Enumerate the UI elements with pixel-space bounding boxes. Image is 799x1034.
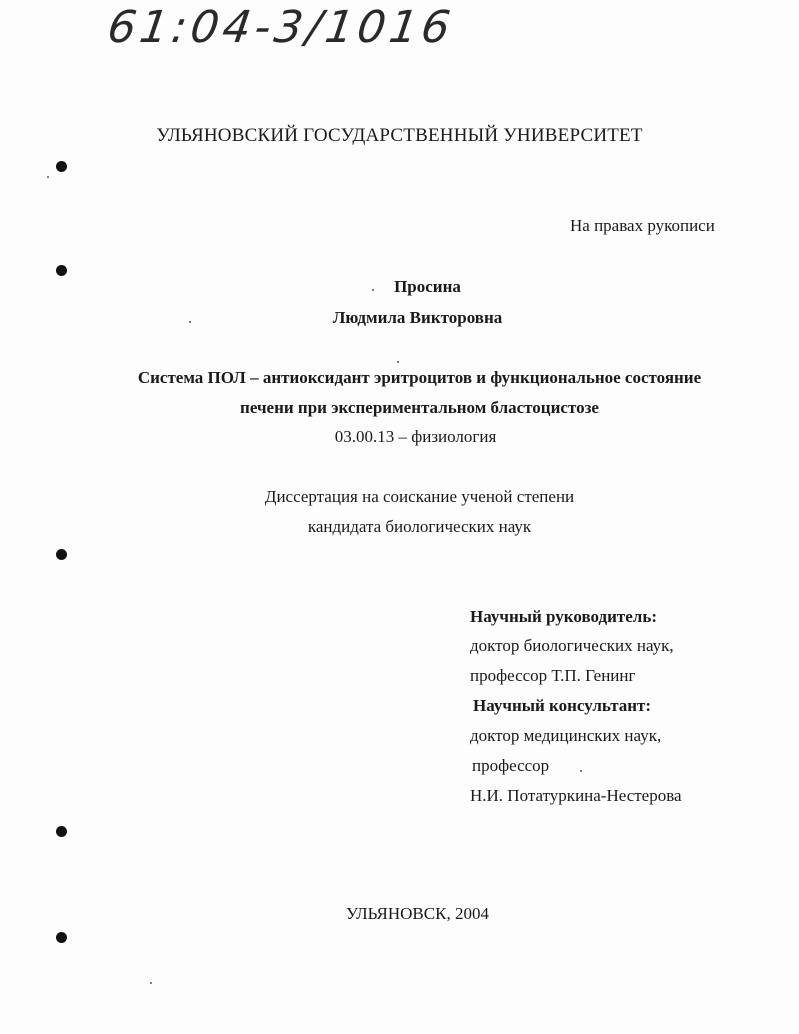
punch-hole-4 — [56, 826, 67, 837]
handwritten-catalog-code: 61:04-3/1016 — [104, 2, 458, 53]
dissertation-type-line-1: Диссертация на соискание ученой степени — [264, 487, 575, 506]
supervisor-heading: Научный руководитель: — [470, 607, 657, 626]
consultant-name: Н.И. Потатуркина-Нестерова — [470, 786, 682, 805]
consultant-degree: доктор медицинских наук, — [470, 726, 662, 745]
punch-hole-1 — [56, 161, 67, 172]
punch-hole-2 — [56, 265, 67, 276]
scan-speck — [150, 982, 152, 984]
scan-speck — [47, 176, 49, 178]
specialty-code: 03.00.13 – физиология — [334, 427, 497, 446]
author-name: Людмила Викторовна — [332, 308, 503, 327]
scan-speck — [189, 321, 191, 323]
consultant-title: профессор — [472, 756, 550, 775]
scan-speck — [580, 770, 582, 772]
thesis-title-line-1: Система ПОЛ – антиоксидант эритроцитов и функциональное состояние — [137, 368, 702, 387]
thesis-title-line-2: печени при экспериментальном бластоцистозе — [240, 398, 599, 417]
author-surname: Просина — [394, 277, 461, 296]
punch-hole-5 — [56, 932, 67, 943]
scan-speck — [397, 361, 399, 363]
dissertation-type-line-2: кандидата биологических наук — [307, 517, 532, 536]
supervisor-name: профессор Т.П. Генинг — [470, 666, 636, 685]
manuscript-rights-note: На правах рукописи — [570, 216, 715, 235]
scan-speck — [372, 289, 374, 291]
university-name: УЛЬЯНОВСКИЙ ГОСУДАРСТВЕННЫЙ УНИВЕРСИТЕТ — [156, 125, 643, 146]
consultant-heading: Научный консультант: — [473, 696, 652, 715]
punch-hole-3 — [56, 549, 67, 560]
supervisor-degree: доктор биологических наук, — [470, 636, 674, 655]
city-and-year: УЛЬЯНОВСК, 2004 — [346, 904, 489, 923]
